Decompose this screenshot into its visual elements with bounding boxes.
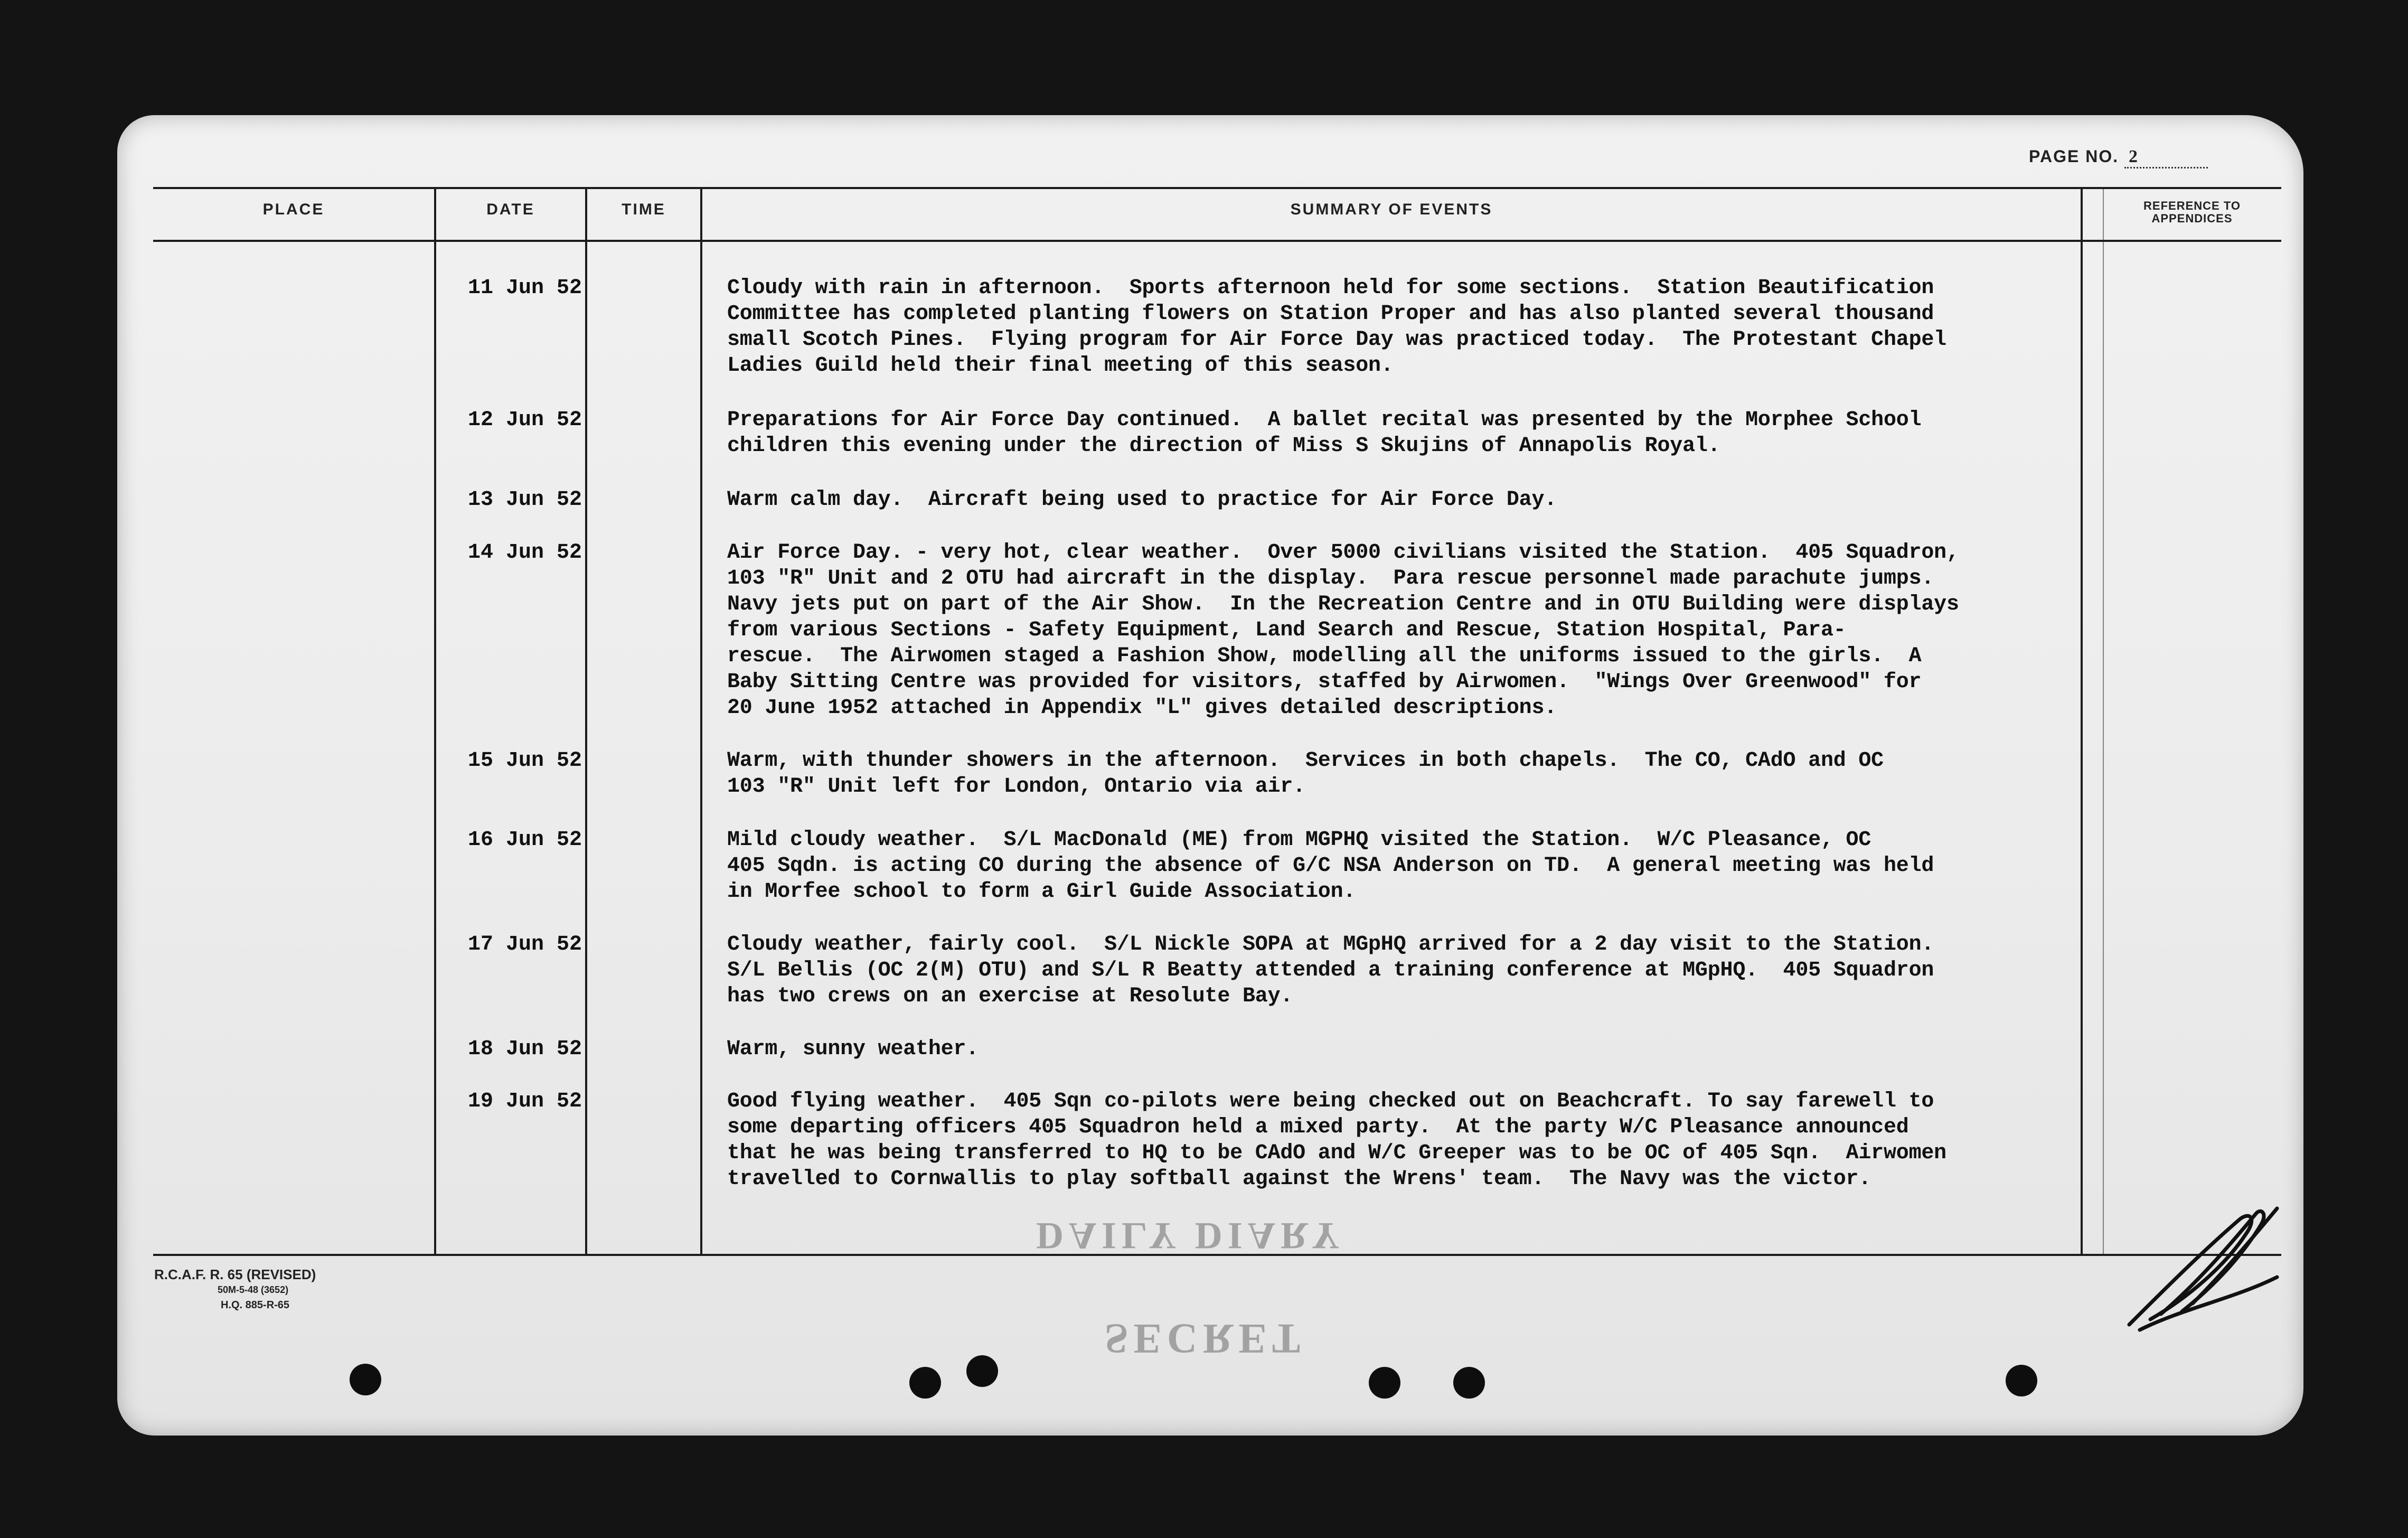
entry-summary: Air Force Day. - very hot, clear weather. Over 5000 civilians visited the Station. 405 Squadron, 103 "R" Unit and 2 OTU had aircraft in the display. Para rescue personnel made parachute jumps. Navy jets put on part of the Air Show. In the Recreation Centre and in OTU Building were displays from various Sections - Safety Equipment, Land Search and Rescue, Station Hospital, Para- rescue. The Airwomen staged a Fashion Show, modelling all the uniforms issued to the girls. A Baby Sitting Centre was provided for visitors, staffed by Airwomen. "Wings Over Greenwood" for 20 June 1952 attached in Appendix "L" gives detailed descriptions. (727, 541, 1959, 720)
header-place: PLACE (262, 201, 325, 218)
entry-summary: Cloudy with rain in afternoon. Sports afternoon held for some sections. Station Beautification Committee has completed planting flowers on Station Proper and has also planted several thousand small Scotch Pines. Flying program for Air Force Day was practiced today. The Protestant Chapel Ladies Guild held their final meeting of this season. (727, 276, 1946, 378)
diary-page (117, 115, 2303, 1436)
header-date: DATE (486, 201, 535, 218)
entry-summary: Good flying weather. 405 Sqn co-pilots were being checked out on Beachcraft. To say farewell to some departing officers 405 Squadron held a mixed party. At the party W/C Pleasance announced that he was being transferred to HQ to be CAdO and W/C Greeper was to be OC of 405 Sqn. Airwomen travelled to Cornwallis to play softball against the Wrens' team. The Navy was the victor. (727, 1090, 1946, 1191)
secret-stamp: SECRET (1105, 1315, 1306, 1362)
header-top-rule (153, 187, 2281, 189)
column-rule-date-time (585, 187, 587, 1255)
entry-date: 13 Jun 52 (467, 488, 582, 512)
entry-summary: Warm calm day. Aircraft being used to practice for Air Force Day. (727, 488, 1557, 512)
column-rule-place-date (434, 187, 436, 1255)
entry-summary: Mild cloudy weather. S/L MacDonald (ME) from MGPHQ visited the Station. W/C Pleasance, OC 405 Sqdn. is acting CO during the absence of G/C NSA Anderson on TD. A general meeting was held in Morfee school to form a Girl Guide Association. (727, 828, 1934, 904)
header-bottom-rule (153, 240, 2281, 242)
entry-summary: Cloudy weather, fairly cool. S/L Nickle SOPA at MGpHQ arrived for a 2 day visit to the Station. S/L Bellis (OC 2(M) OTU) and S/L R Beatty attended a training conference at MGpHQ. 405 Squadron has two crews on an exercise at Resolute Bay. (727, 933, 1934, 1008)
entry-date: 14 Jun 52 (467, 541, 582, 565)
punch-hole (966, 1355, 998, 1387)
column-rule-time-summary (700, 187, 702, 1255)
punch-hole (909, 1367, 941, 1399)
column-rule-reference-end (2103, 187, 2104, 1255)
header-summary: SUMMARY OF EVENTS (1290, 201, 1493, 218)
punch-hole (1453, 1367, 1485, 1399)
entry-date: 17 Jun 52 (467, 933, 582, 956)
entry-date: 18 Jun 52 (467, 1037, 582, 1061)
form-print-code: 50M-5-48 (3652) (218, 1284, 289, 1295)
header-reference (2105, 200, 2279, 225)
daily-diary-stamp: DAILY DIARY (1036, 1215, 1345, 1257)
form-id: R.C.A.F. R. 65 (REVISED) (154, 1267, 316, 1282)
form-hq-ref: H.Q. 885-R-65 (221, 1299, 290, 1311)
punch-hole (2006, 1365, 2037, 1396)
header-reference-line2: APPENDICES (2151, 212, 2233, 225)
entry-date: 19 Jun 52 (467, 1090, 582, 1113)
punch-hole (350, 1364, 381, 1395)
header-reference-line1: REFERENCE TO (2143, 199, 2241, 212)
signature-mark (2119, 1198, 2288, 1335)
entry-date: 11 Jun 52 (467, 276, 582, 300)
entry-date: 16 Jun 52 (467, 828, 582, 852)
page-number-value: 2 (2124, 147, 2208, 168)
entry-summary: Warm, with thunder showers in the afternoon. Services in both chapels. The CO, CAdO and OC 103 "R" Unit left for London, Ontario via air. (727, 749, 1884, 799)
entry-summary: Preparations for Air Force Day continued. A ballet recital was presented by the Morphee School children this evening under the direction of Miss S Skujins of Annapolis Royal. (727, 408, 1922, 458)
page-number-label: PAGE NO. (2029, 147, 2119, 166)
page-number (2029, 147, 2208, 168)
header-time: TIME (622, 201, 666, 218)
entry-summary: Warm, sunny weather. (727, 1037, 979, 1061)
entry-date: 12 Jun 52 (467, 408, 582, 432)
entry-date: 15 Jun 52 (467, 749, 582, 773)
punch-hole (1369, 1367, 1400, 1399)
